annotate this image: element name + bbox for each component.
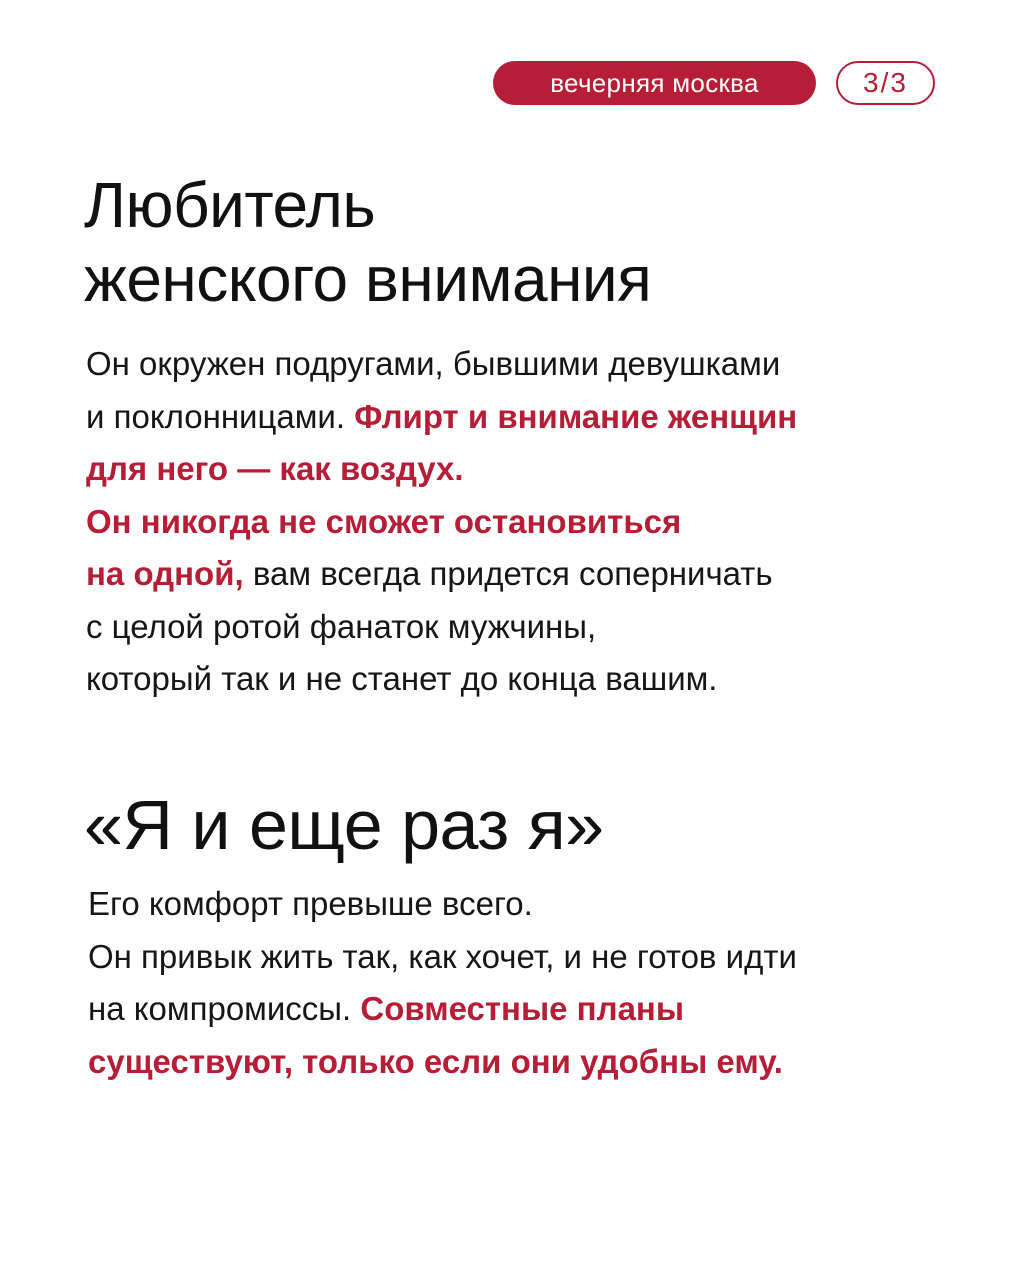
paragraph-line	[86, 338, 964, 391]
title-line: женского внимания	[84, 243, 652, 315]
paragraph-line	[86, 548, 964, 601]
text-accent: Он никогда не сможет остановиться	[86, 502, 682, 540]
text-normal: на компромиссы.	[88, 990, 361, 1027]
text-accent: Флирт и внимание женщин	[354, 397, 798, 435]
text-accent: для него — как воздух.	[86, 450, 464, 487]
section-paragraph	[84, 878, 964, 1088]
title-line: Любитель	[84, 169, 376, 241]
section-me-again	[84, 784, 964, 1088]
text-normal: который так и не станет до конца вашим.	[86, 660, 718, 697]
section-attention-lover	[84, 168, 964, 706]
text-accent: Совместные планы	[360, 990, 685, 1027]
text-normal: и поклонницами.	[86, 397, 355, 435]
paragraph-line	[86, 443, 964, 496]
text-normal: Он привык жить так, как хочет, и не готов идти	[88, 937, 797, 975]
paragraph-line	[86, 391, 964, 444]
paragraph-line	[86, 496, 964, 549]
section-title	[84, 784, 964, 866]
paragraph-line	[88, 878, 964, 931]
title-line: «Я и еще раз я»	[84, 786, 604, 864]
paragraph-line	[86, 601, 964, 654]
page-counter: 3/3	[836, 61, 935, 105]
text-normal: Его комфорт превыше всего.	[88, 885, 533, 922]
text-accent: существуют, только если они удобны ему.	[88, 1042, 783, 1080]
section-title	[84, 168, 964, 316]
paragraph-line	[88, 931, 964, 984]
paragraph-line	[88, 1036, 964, 1089]
section-paragraph	[84, 338, 964, 706]
text-normal: Он окружен подругами, бывшими девушками	[86, 345, 781, 382]
brand-badge: вечерняя москва	[493, 61, 816, 105]
text-accent: на одной,	[86, 555, 244, 592]
paragraph-line	[86, 653, 964, 706]
text-normal: с целой ротой фанаток мужчины,	[86, 607, 597, 645]
text-normal: вам всегда придется соперничать	[243, 555, 773, 592]
paragraph-line	[88, 983, 964, 1036]
